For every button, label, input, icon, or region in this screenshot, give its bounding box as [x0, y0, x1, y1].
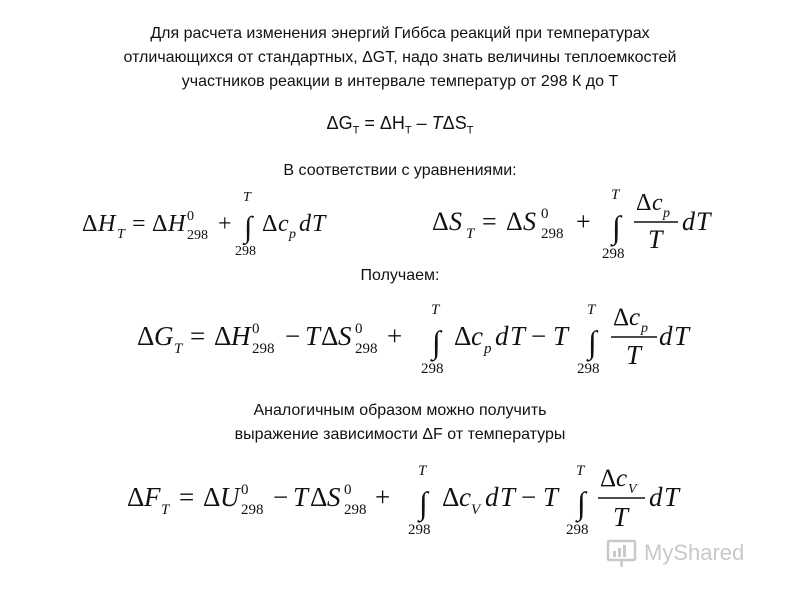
- sym-t: T: [543, 482, 559, 512]
- eq-equals: =: [364, 113, 375, 133]
- sym-c: c: [629, 304, 641, 331]
- integral-upper-limit: T: [611, 187, 620, 203]
- sym-d: d: [682, 207, 695, 236]
- integral-lower-limit: 298: [408, 522, 431, 538]
- integral-lower-limit: 298: [577, 361, 600, 377]
- caption-according: В соответствии с уравнениями:: [283, 162, 517, 179]
- sym-t: T: [696, 207, 711, 236]
- sym-delta: Δ: [262, 211, 278, 237]
- integral-sign: ∫: [577, 485, 586, 521]
- integral-sign: ∫: [612, 209, 621, 245]
- sym-delta: Δ: [152, 211, 168, 237]
- sub-p: p: [484, 341, 492, 357]
- sym-t: T: [312, 211, 326, 237]
- eq-sub-t: T: [352, 124, 360, 137]
- integral-lower-limit: 298: [602, 246, 625, 262]
- sym-t: T: [553, 321, 569, 351]
- sub-p: p: [663, 206, 670, 221]
- sym-t: T: [510, 321, 526, 351]
- sub-p: p: [289, 227, 296, 242]
- sym-s: S: [449, 207, 462, 236]
- sym-h: H: [231, 321, 251, 351]
- myshared-logo: [606, 536, 776, 572]
- sym-c: c: [616, 465, 628, 492]
- intro-line-3: участников реакции в интервале температур от 298 К до Т: [181, 73, 619, 90]
- integral-upper-limit: T: [576, 463, 585, 479]
- sym-delta: Δ: [127, 482, 145, 512]
- sym-equals: =: [179, 482, 195, 512]
- sup-zero: 0: [355, 321, 363, 337]
- sub-p: p: [641, 321, 648, 336]
- eq-t: T: [431, 113, 443, 133]
- sub-298: 298: [187, 228, 208, 243]
- sub-298: 298: [344, 502, 367, 518]
- sym-t: T: [305, 321, 321, 351]
- integral-sign: ∫: [588, 324, 597, 360]
- sym-h: H: [98, 211, 116, 237]
- gibbs-temperature-equation: [135, 297, 695, 382]
- sym-plus: +: [576, 207, 591, 236]
- integral-sign: ∫: [419, 485, 428, 521]
- sym-t: T: [648, 225, 663, 254]
- sym-plus: +: [375, 482, 391, 512]
- sym-delta: Δ: [432, 207, 449, 236]
- intro-line-1: Для расчета изменения энергий Гиббса реакций при температурах: [150, 25, 650, 42]
- sym-d: d: [495, 321, 509, 351]
- sub-t: T: [466, 226, 475, 242]
- sym-minus: −: [285, 321, 301, 351]
- sym-t: T: [293, 482, 309, 512]
- sym-d: d: [299, 211, 311, 237]
- sym-equals: =: [190, 321, 206, 351]
- sym-plus: +: [387, 321, 403, 351]
- sym-delta: Δ: [214, 321, 232, 351]
- sub-v: V: [628, 482, 637, 497]
- sym-h: H: [168, 211, 186, 237]
- sym-s: S: [338, 321, 352, 351]
- sub-298: 298: [252, 341, 275, 357]
- eq-delta-h: ΔH: [379, 113, 405, 133]
- sym-equals: =: [482, 207, 497, 236]
- sym-delta: Δ: [137, 321, 155, 351]
- sym-delta: Δ: [506, 207, 523, 236]
- integral-upper-limit: T: [587, 302, 596, 318]
- sym-d: d: [649, 482, 663, 512]
- integral-lower-limit: 298: [235, 244, 256, 259]
- sym-t: T: [674, 321, 690, 351]
- sub-t: T: [161, 502, 170, 518]
- integral-sign: ∫: [432, 324, 441, 360]
- eq-delta-s: ΔS: [442, 113, 467, 133]
- sym-c: c: [471, 321, 483, 351]
- sym-equals: =: [132, 211, 146, 237]
- sym-s: S: [523, 207, 536, 236]
- sym-t: T: [626, 340, 642, 370]
- sup-zero: 0: [241, 482, 249, 498]
- intro-line-2: отличающихся от стандартных, ΔGT, надо знать величины теплоемкостей: [123, 49, 677, 66]
- caption-obtain: Получаем:: [360, 267, 440, 284]
- sym-delta: Δ: [636, 190, 652, 216]
- sub-298: 298: [355, 341, 378, 357]
- sym-d: d: [485, 482, 499, 512]
- sub-v: V: [471, 502, 481, 518]
- sym-delta: Δ: [82, 211, 98, 237]
- sym-u: U: [220, 482, 240, 512]
- integral-lower-limit: 298: [421, 361, 444, 377]
- sym-delta: Δ: [203, 482, 221, 512]
- sym-delta: Δ: [310, 482, 328, 512]
- caption-analog-line-1: Аналогичным образом можно получить: [253, 402, 547, 419]
- sym-minus: −: [531, 321, 547, 351]
- logo-text: MyShared: [644, 540, 745, 565]
- eq-sub-t: T: [466, 124, 474, 137]
- sub-t: T: [117, 227, 125, 242]
- sub-298: 298: [541, 226, 564, 242]
- eq-minus: –: [416, 113, 427, 133]
- gibbs-basic-equation: [0, 113, 800, 137]
- integral-upper-limit: T: [431, 302, 440, 318]
- entropy-equation: [430, 182, 730, 272]
- sup-zero: 0: [541, 206, 549, 222]
- caption-analog-line-2: выражение зависимости ΔF от температуры: [234, 426, 566, 443]
- sym-c: c: [278, 211, 289, 237]
- sub-298: 298: [241, 502, 264, 518]
- sub-t: T: [174, 341, 183, 357]
- sym-s: S: [327, 482, 341, 512]
- integral-upper-limit: T: [243, 190, 251, 205]
- eq-delta-g: ΔG: [326, 113, 353, 133]
- sym-plus: +: [218, 211, 232, 237]
- sym-d: d: [659, 321, 673, 351]
- sym-f: F: [144, 482, 161, 512]
- sym-c: c: [652, 190, 663, 216]
- sym-delta: Δ: [321, 321, 339, 351]
- sym-delta: Δ: [613, 304, 630, 331]
- sym-delta: Δ: [454, 321, 472, 351]
- sup-zero: 0: [187, 209, 194, 224]
- sym-t: T: [613, 502, 629, 532]
- sym-minus: −: [273, 482, 289, 512]
- sup-zero: 0: [344, 482, 352, 498]
- sym-g: G: [154, 321, 174, 351]
- integral-upper-limit: T: [418, 463, 427, 479]
- sym-minus: −: [521, 482, 537, 512]
- helmholtz-temperature-equation: [125, 460, 690, 545]
- sym-delta: Δ: [442, 482, 460, 512]
- integral-sign: ∫: [244, 211, 253, 244]
- intro-paragraph: [60, 22, 740, 94]
- enthalpy-equation: [80, 185, 360, 265]
- sym-t: T: [500, 482, 516, 512]
- presentation-board-icon: [606, 538, 638, 568]
- integral-lower-limit: 298: [566, 522, 589, 538]
- sym-c: c: [459, 482, 471, 512]
- eq-sub-t: T: [404, 124, 412, 137]
- sym-delta: Δ: [600, 465, 617, 492]
- sup-zero: 0: [252, 321, 260, 337]
- sym-t: T: [664, 482, 680, 512]
